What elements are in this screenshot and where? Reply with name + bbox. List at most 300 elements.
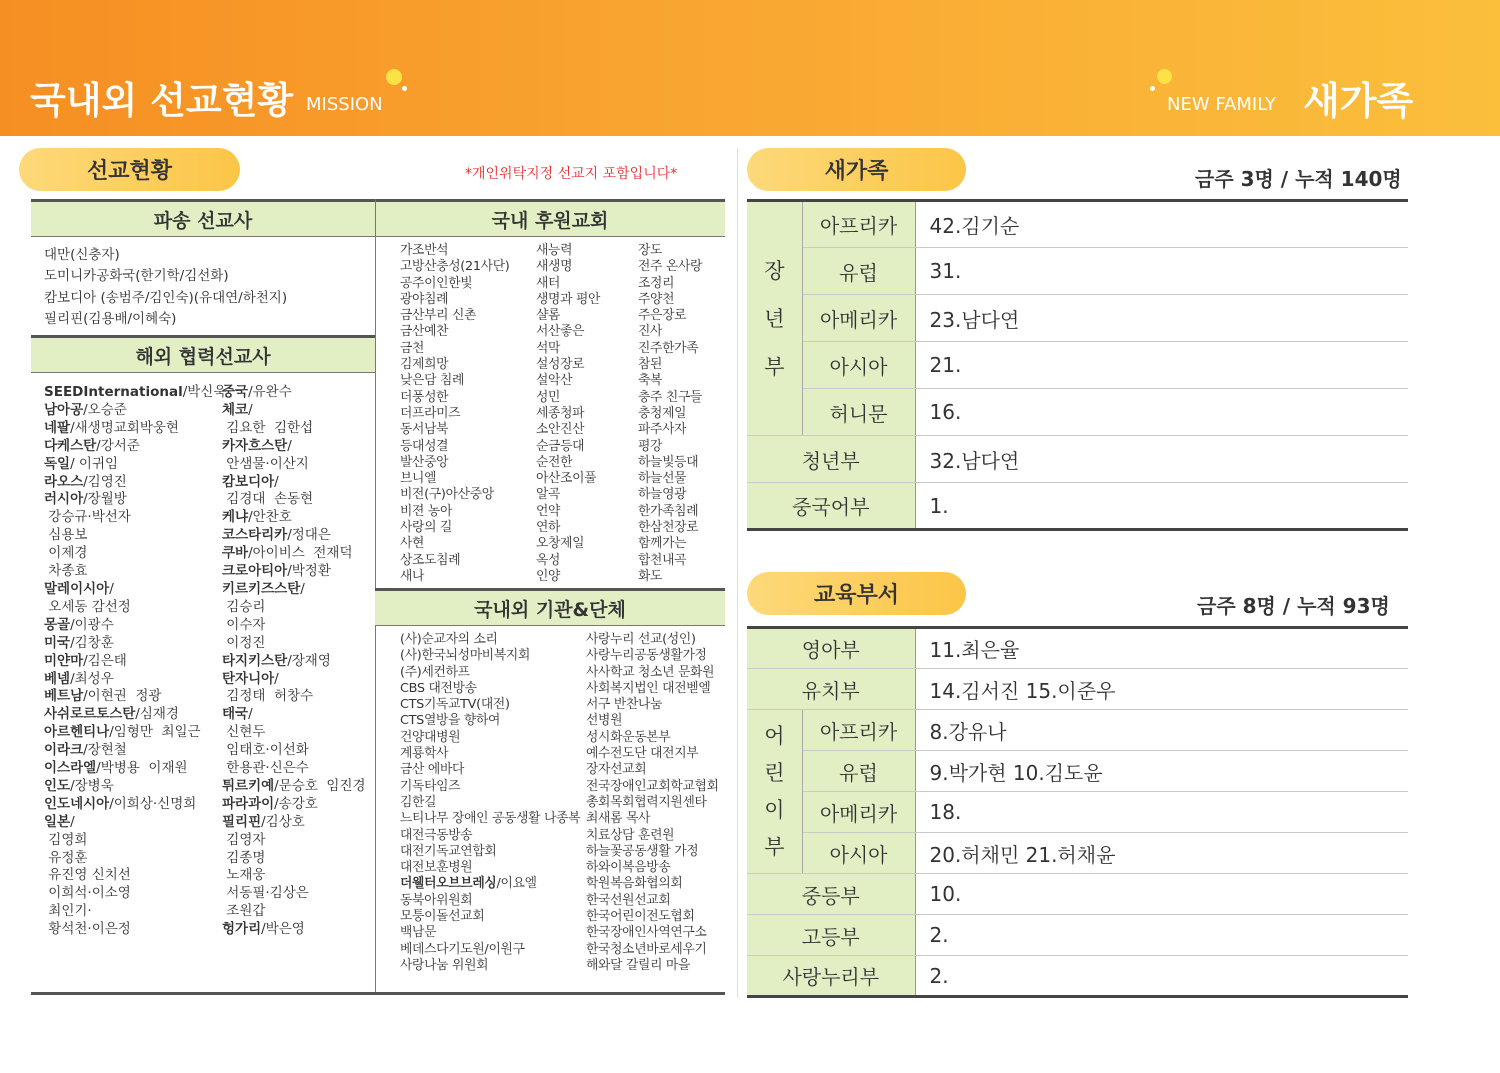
country-name: 카자흐스탄 (222, 437, 288, 454)
list-item (400, 665, 580, 681)
country-name: 키르키즈스탄 (222, 580, 301, 597)
missionary-name: /장재영 (287, 652, 331, 669)
country-name: 이스라엘 (44, 760, 97, 777)
row-label: 아시아 (802, 833, 915, 874)
row-label: 아프리카 (802, 201, 915, 248)
list-item: 화도 (638, 568, 663, 584)
domestic-list-col3 (638, 243, 702, 585)
newfamily-count: 금주 3명 / 누적 140명 (1195, 167, 1402, 191)
missionary-name: 유정훈 (44, 849, 88, 866)
list-item: 한삼천장로 (638, 520, 699, 536)
list-item: 필리핀(김용배/이혜숙) (44, 310, 177, 327)
list-item (222, 688, 366, 706)
list-item: 조정리 (638, 275, 675, 291)
list-item: 새나 (400, 568, 425, 584)
list-item: 서산좋은 (536, 324, 585, 340)
list-item (44, 778, 226, 796)
list-item (400, 893, 580, 909)
country-name: 미얀마 (44, 652, 84, 669)
country-name: 독일 (44, 455, 71, 472)
missionary-name: 계룡학사 (400, 746, 449, 762)
list-item (400, 942, 580, 958)
list-item: 주양천 (638, 291, 675, 307)
list-item (44, 706, 226, 724)
list-item (44, 903, 226, 921)
list-item: 장도 (638, 243, 663, 258)
list-item (222, 491, 366, 509)
missionary-name: /정대은 (287, 527, 331, 544)
list-item: 참된 (638, 357, 663, 373)
list-item (44, 635, 226, 653)
list-item (400, 746, 580, 762)
missionary-name: /장월방 (83, 491, 127, 508)
education-count: 금주 8명 / 누적 93명 (1197, 594, 1390, 618)
list-item (44, 653, 226, 671)
missionary-name: /강서준 (96, 437, 140, 454)
list-item: 인양 (536, 568, 561, 584)
country-name: 튀르키예 (222, 777, 275, 794)
decor-dot-icon (402, 86, 407, 91)
list-item: 한국선원선교회 (586, 892, 671, 908)
table-row (747, 751, 1408, 792)
list-item: 연하 (536, 520, 561, 536)
missionary-name: 황석천·이은정 (44, 921, 131, 938)
missionary-name: / (109, 580, 114, 597)
country-name: 케냐 (222, 509, 249, 526)
missionary-name: /문승호 임진경 (274, 777, 366, 794)
list-item (44, 760, 226, 778)
list-item: 상조도침례 (400, 552, 461, 568)
missionary-name: /오승준 (83, 401, 127, 418)
newfamily-pill: 새가족 (747, 148, 966, 191)
country-name: 다케스탄 (44, 437, 97, 454)
list-item (44, 724, 226, 742)
table-row (747, 248, 1408, 295)
decor-dot-icon (386, 69, 402, 85)
list-item (222, 599, 366, 617)
list-item: 치료상담 훈련원 (586, 827, 675, 843)
list-item: 금천 (400, 340, 425, 356)
list-item (222, 760, 366, 778)
list-item: 생명과 평안 (536, 291, 601, 307)
list-item: 사랑누리공동생활가정 (586, 648, 707, 664)
missionary-name: 강승규·박선자 (44, 509, 131, 526)
list-item (44, 688, 226, 706)
list-item (44, 796, 226, 814)
list-item (222, 742, 366, 760)
list-item: 성민 (536, 389, 561, 405)
list-item: 비전(구)아산중앙 (400, 487, 494, 503)
list-item (222, 456, 366, 474)
country-name: 라오스 (44, 473, 84, 490)
missionary-name: 베데스다기도원/이원구 (400, 941, 525, 957)
list-item (44, 599, 226, 617)
country-name: 사쉬로르토스탄 (44, 706, 136, 723)
missionary-name: /이요엘 (496, 876, 537, 892)
country-name: 중국 (222, 384, 249, 400)
list-item (400, 697, 580, 713)
list-item: 더프라미즈 (400, 405, 461, 421)
newfamily-table (747, 199, 1408, 531)
list-item (44, 885, 226, 903)
missionary-name: / 이귀임 (70, 455, 119, 472)
list-item (44, 581, 226, 599)
country-name: 인도 (44, 777, 71, 794)
row-label: 유치부 (747, 669, 915, 710)
missionary-name: 한용관·신은수 (222, 760, 309, 777)
country-name: 인도네시아 (44, 795, 110, 812)
missionary-name: 이수자 (222, 616, 266, 633)
list-item (400, 779, 580, 795)
list-item (44, 617, 226, 635)
list-item (222, 420, 366, 438)
list-item: 파주사자 (638, 422, 687, 438)
education-table (747, 626, 1408, 998)
list-item (400, 876, 580, 892)
table-row (747, 669, 1408, 710)
list-item (222, 814, 366, 832)
list-item: 동서남북 (400, 422, 449, 438)
list-item (222, 832, 366, 850)
list-item: 순금등대 (536, 438, 585, 454)
list-item (222, 706, 366, 724)
mission-bottom-rule (31, 992, 725, 995)
list-item (44, 527, 226, 545)
list-item (400, 844, 580, 860)
missionary-name: 건양대병원 (400, 729, 461, 745)
list-item: 샬롬 (536, 308, 561, 324)
list-item (400, 681, 580, 697)
missionary-name: /아이비스 전재덕 (248, 545, 353, 562)
table-row (747, 710, 1408, 751)
list-item: 사랑의 길 (400, 520, 453, 536)
list-item (44, 867, 226, 885)
country-name: 말레이시아 (44, 580, 110, 597)
missionary-name: 느티나무 장애인 공동생활 나종복 (400, 811, 581, 827)
row-value: 11.최은율 (915, 628, 1408, 669)
country-name: 남아공 (44, 401, 84, 418)
list-item (44, 438, 226, 456)
row-label: 고등부 (747, 915, 915, 956)
list-item: 소안진산 (536, 422, 585, 438)
group-label: 장년부 (747, 201, 802, 436)
row-label: 청년부 (747, 436, 915, 483)
table-row (747, 874, 1408, 915)
missionary-name: CBS 대전방송 (400, 680, 477, 696)
list-item (44, 420, 226, 438)
list-item: 브니엘 (400, 471, 437, 487)
list-item (44, 384, 226, 402)
list-item: 충청제일 (638, 405, 687, 421)
row-label: 유럽 (802, 751, 915, 792)
country-name: 더웰터오브브레싱 (400, 876, 497, 892)
row-value: 42.김기순 (915, 201, 1408, 248)
list-item (400, 925, 580, 941)
country-name: 헝가리 (222, 921, 262, 938)
row-value: 32.남다연 (915, 436, 1408, 483)
missionary-name: 기독타임즈 (400, 778, 461, 794)
missionary-name: 이제경 (44, 545, 88, 562)
list-item (222, 617, 366, 635)
row-label: 아메리카 (802, 792, 915, 833)
list-item (400, 958, 580, 974)
list-item (222, 581, 366, 599)
list-item (400, 730, 580, 746)
missionary-name: /이광수 (70, 616, 114, 633)
list-item (400, 762, 580, 778)
missionary-name: 차종효 (44, 563, 88, 580)
list-item (222, 563, 366, 581)
table-row (747, 342, 1408, 389)
missionary-name: /박병용 이재원 (96, 760, 188, 777)
missionary-name: 김경대 손동현 (222, 491, 314, 508)
list-item (222, 527, 366, 545)
decor-dot-icon (1157, 69, 1172, 84)
list-item: 금산예찬 (400, 324, 449, 340)
sent-missionary-list (44, 245, 287, 330)
row-value: 9.박가현 10.김도윤 (915, 751, 1408, 792)
list-item: 더풍성한 (400, 389, 449, 405)
list-item: 새터 (536, 275, 561, 291)
row-label: 허니문 (802, 389, 915, 436)
missionary-name: /임형만 최일근 (109, 724, 201, 741)
missionary-name: /박정환 (287, 563, 331, 580)
decor-dot-icon (1150, 86, 1155, 91)
list-item: 사회복지법인 대전벧엘 (586, 680, 711, 696)
org-list-col1 (400, 632, 580, 974)
list-item (400, 648, 580, 664)
row-label: 중국어부 (747, 483, 915, 530)
country-name: 아르헨티나 (44, 724, 110, 741)
list-item: 서구 반찬나눔 (586, 697, 663, 713)
list-item: 축복 (638, 373, 663, 389)
list-item (222, 635, 366, 653)
country-name: 체코 (222, 401, 249, 418)
list-item (222, 796, 366, 814)
missionary-name: 금산 에바다 (400, 762, 465, 778)
newfamily-title: 새가족 (1303, 79, 1414, 123)
country-name: 크로아티아 (222, 563, 288, 580)
table-row (747, 483, 1408, 530)
list-item: 비젼 농아 (400, 503, 453, 519)
missionary-name: /안찬호 (248, 509, 292, 526)
missionary-name: /김은태 (83, 652, 127, 669)
country-name: 네팔 (44, 419, 71, 436)
country-name: 미국 (44, 634, 71, 651)
country-name: 타지키스탄 (222, 652, 288, 669)
org-list-col2 (586, 632, 719, 974)
list-item (44, 474, 226, 492)
list-item (44, 850, 226, 868)
overseas-missionary-header: 해외 협력선교사 (31, 335, 375, 373)
row-label: 아시아 (802, 342, 915, 389)
list-item (44, 509, 226, 527)
overseas-list-col2 (222, 384, 366, 939)
list-item: 진주한가족 (638, 340, 699, 356)
missionary-name: /박신욱 (182, 384, 227, 400)
country-name: 러시아 (44, 491, 84, 508)
list-item (222, 509, 366, 527)
list-item (44, 832, 226, 850)
missionary-name: 노재웅 (222, 867, 266, 884)
list-item (44, 921, 226, 939)
missionary-name: / (248, 401, 253, 418)
missionary-name: 김영희 (44, 831, 88, 848)
education-pill: 교육부서 (747, 572, 966, 615)
missionary-name: /장병욱 (70, 777, 114, 794)
list-item: 아산조이풀 (536, 471, 597, 487)
missionary-name: CTS열방을 향하여 (400, 713, 501, 729)
missionary-name: /이희상·신명희 (109, 795, 197, 812)
missionary-name: 김정태 허창수 (222, 688, 314, 705)
missionary-name: /새생명교회박웅현 (70, 419, 179, 436)
missionary-name: 조원갑 (222, 903, 266, 920)
list-item: 성시화운동본부 (586, 729, 671, 745)
missionary-name: / (287, 437, 292, 454)
list-item: 김제희망 (400, 357, 449, 373)
list-item (222, 903, 366, 921)
list-item: 하늘꽃공동생활 가정 (586, 843, 699, 859)
list-item: 전주 온사랑 (638, 259, 703, 275)
missionary-name: / (70, 813, 75, 830)
missionary-name: (사)순교자의 소리 (400, 632, 498, 647)
list-item: 설성장로 (536, 357, 585, 373)
section-divider (737, 148, 738, 998)
missionary-name: /최성우 (70, 670, 114, 687)
missionary-name: / (274, 670, 279, 687)
missionary-name: / (300, 580, 305, 597)
list-item (222, 671, 366, 689)
sent-missionary-header: 파송 선교사 (31, 199, 375, 237)
table-row (747, 628, 1408, 669)
row-value: 21. (915, 342, 1408, 389)
list-item: 진사 (638, 324, 663, 340)
list-item (400, 860, 580, 876)
list-item (222, 867, 366, 885)
list-item: 한국장애인사역연구소 (586, 925, 707, 941)
missionary-name: /이현권 정광 (83, 688, 162, 705)
list-item: 하늘영광 (638, 487, 687, 503)
row-value: 20.허채민 21.허채윤 (915, 833, 1408, 874)
list-item: 충주 친구들 (638, 389, 703, 405)
list-item: 고방산충성(21사단) (400, 259, 510, 275)
domestic-church-header: 국내 후원교회 (375, 199, 725, 237)
table-row (747, 792, 1408, 833)
row-label: 아프리카 (802, 710, 915, 751)
country-name: SEEDInternational (44, 384, 183, 400)
list-item: 학원복음화협의회 (586, 876, 683, 892)
missionary-name: / (248, 706, 253, 723)
list-item (222, 474, 366, 492)
missionary-name: 김요한 김한섭 (222, 419, 314, 436)
list-item (222, 438, 366, 456)
mission-note: *개인위탁지정 선교지 포함입니다* (465, 166, 678, 182)
missionary-name: 김영자 (222, 831, 266, 848)
list-item: 세종청파 (536, 405, 585, 421)
table-row (747, 295, 1408, 342)
country-name: 파라과이 (222, 795, 275, 812)
row-value: 23.남다연 (915, 295, 1408, 342)
missionary-name: /박은영 (261, 921, 305, 938)
list-item: 합천내곡 (638, 552, 687, 568)
country-name: 쿠바 (222, 545, 249, 562)
list-item (222, 653, 366, 671)
list-item: 설악산 (536, 373, 573, 389)
list-item: 선병원 (586, 713, 623, 729)
list-item: 낮은담 침례 (400, 373, 465, 389)
overseas-list-col1 (44, 384, 226, 939)
list-item: 가조반석 (400, 243, 449, 258)
row-label: 중등부 (747, 874, 915, 915)
missionary-name: 대전극동방송 (400, 827, 473, 843)
missionary-name: 심용보 (44, 527, 88, 544)
country-name: 캄보디아 (222, 473, 275, 490)
missionary-name: 김승리 (222, 598, 266, 615)
missionary-name: 최인기· (44, 903, 92, 920)
list-item (44, 671, 226, 689)
list-item (400, 811, 580, 827)
domestic-list-col1 (400, 243, 510, 585)
missionary-name: /심재경 (135, 706, 179, 723)
missionary-name: (사)한국뇌성마비복지회 (400, 648, 531, 664)
missionary-name: 김한길 (400, 794, 437, 810)
list-item (222, 850, 366, 868)
list-item: 새생명 (536, 259, 573, 275)
row-value: 10. (915, 874, 1408, 915)
list-item (44, 456, 226, 474)
list-item: 석막 (536, 340, 561, 356)
table-row (747, 833, 1408, 874)
list-item: 총회목회협력지원센타 (586, 794, 707, 810)
list-item (222, 885, 366, 903)
mission-status-pill: 선교현황 (19, 148, 240, 191)
country-name: 태국 (222, 706, 249, 723)
country-name: 몽골 (44, 616, 71, 633)
missionary-name: CTS기독교TV(대전) (400, 697, 510, 713)
list-item: 언약 (536, 503, 561, 519)
missionary-name: 대전기독교연합회 (400, 843, 497, 859)
missionary-name: 대전보훈병원 (400, 860, 473, 876)
list-item: 해와달 갈릴리 마을 (586, 957, 691, 973)
row-value: 8.강유나 (915, 710, 1408, 751)
list-item: 알곡 (536, 487, 561, 503)
list-item (222, 778, 366, 796)
missionary-name: 신현두 (222, 724, 266, 741)
missionary-name: /유완수 (248, 384, 292, 400)
missionary-name: 서동필·김상은 (222, 885, 309, 902)
row-value: 14.김서진 15.이준우 (915, 669, 1408, 710)
missionary-name: 오세동 감선정 (44, 598, 131, 615)
country-name: 이라크 (44, 742, 84, 759)
missionary-name: 유진영 신치선 (44, 867, 131, 884)
mission-subtitle: MISSION (306, 94, 383, 115)
list-item (400, 909, 580, 925)
list-item: 새능력 (536, 243, 573, 258)
missionary-name: 모퉁이돌선교회 (400, 909, 485, 925)
list-item: 최새롬 목사 (586, 811, 651, 827)
group-label: 어린이부 (747, 710, 802, 874)
list-item (400, 713, 580, 729)
missionary-name: / (274, 473, 279, 490)
row-value: 18. (915, 792, 1408, 833)
list-item (222, 724, 366, 742)
row-value: 16. (915, 389, 1408, 436)
missionary-name: /김창훈 (70, 634, 114, 651)
list-item: 금산부리 신촌 (400, 308, 477, 324)
list-item: 순전한 (536, 454, 573, 470)
list-item: 도미니카공화국(한기학/김선화) (44, 268, 229, 285)
list-item (222, 545, 366, 563)
